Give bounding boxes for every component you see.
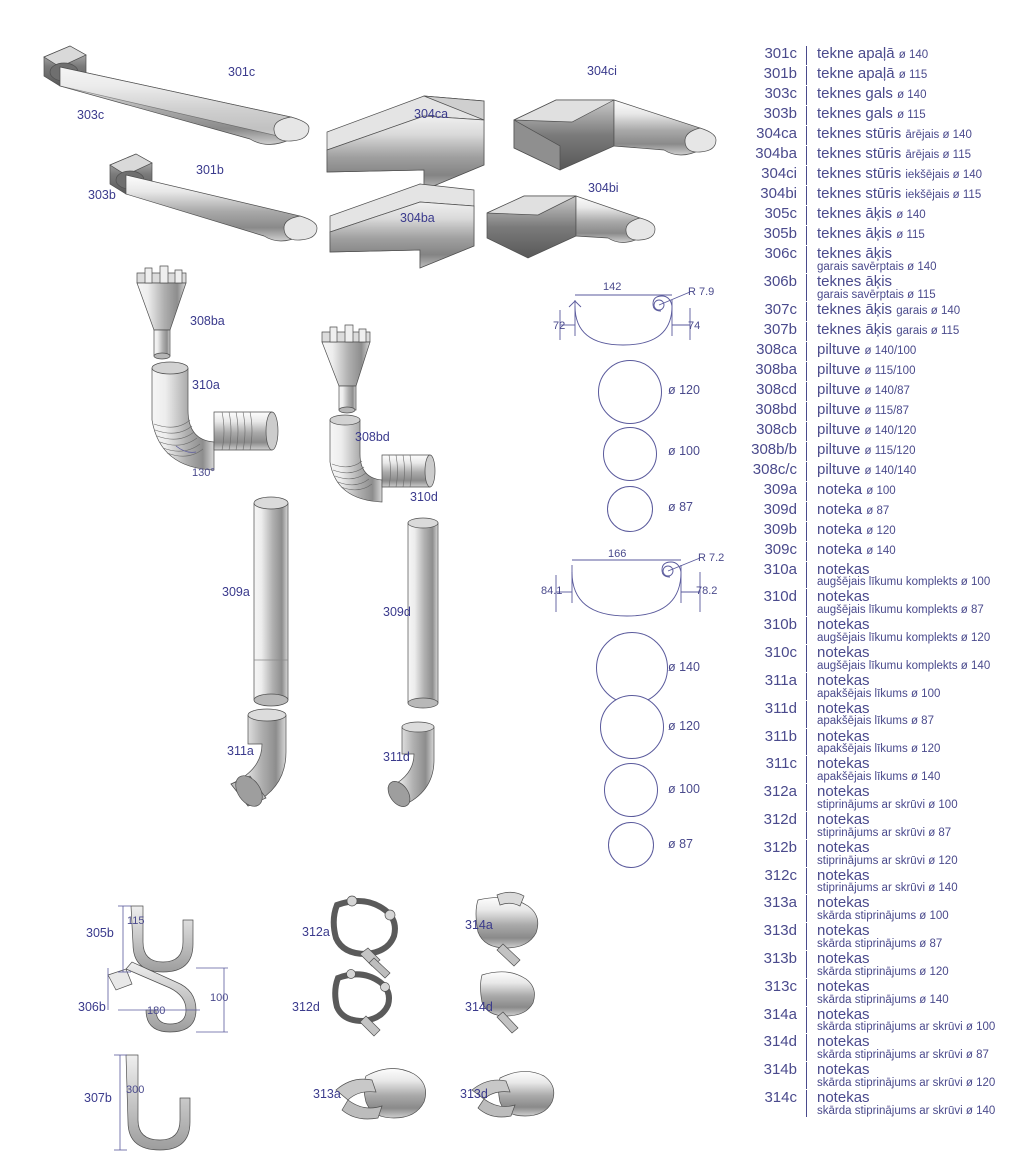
legend-row[interactable] <box>735 66 1033 85</box>
legend-row[interactable] <box>735 542 1033 561</box>
legend-code: 307b <box>763 320 797 338</box>
legend-code: 308b/b <box>751 440 797 458</box>
circle-d100-bottom <box>604 763 658 817</box>
callout-313d: 313d <box>460 1087 488 1101</box>
callout-310a: 310a <box>192 378 220 392</box>
callout-304ca: 304ca <box>414 107 449 121</box>
legend-label <box>807 645 1033 661</box>
legend-row[interactable] <box>735 462 1033 481</box>
circle-d87-top <box>607 486 653 532</box>
circle-label-d120-bottom: ø 120 <box>668 719 700 733</box>
legend-label <box>807 979 1033 995</box>
legend-label <box>807 673 1033 689</box>
legend-row[interactable] <box>735 1062 1033 1089</box>
legend-code: 305b <box>763 225 797 242</box>
circle-label-d140-bottom: ø 140 <box>668 660 700 674</box>
legend-label <box>807 422 1033 438</box>
legend-label <box>807 206 1033 222</box>
legend-row[interactable] <box>735 840 1033 867</box>
callout-309a: 309a <box>222 585 250 599</box>
legend-label <box>807 951 1033 967</box>
legend-label-main: noteka <box>817 520 863 538</box>
legend-row[interactable] <box>735 362 1033 381</box>
legend-row[interactable] <box>735 812 1033 839</box>
callout-306b: 306b <box>78 1000 106 1014</box>
callout-303c: 303c <box>77 108 105 122</box>
legend-label <box>807 923 1033 939</box>
legend-code: 309b <box>763 520 797 538</box>
legend-row[interactable] <box>735 951 1033 978</box>
legend-label-main: teknes stūris <box>817 185 902 202</box>
legend-label-main: teknes āķis <box>817 205 893 222</box>
dim-hook-305b: 115 <box>127 915 145 927</box>
legend-label-main: notekas <box>817 644 870 662</box>
legend-row[interactable] <box>735 868 1033 895</box>
legend-row[interactable] <box>735 502 1033 521</box>
legend-label-main: piltuve <box>817 420 861 438</box>
callout-308bd: 308bd <box>355 430 390 444</box>
dim-142: 142 <box>603 281 622 293</box>
legend-sublabel: augšējais līkumu komplekts ø 100 <box>817 576 991 589</box>
callout-313a: 313a <box>313 1087 341 1101</box>
legend-label <box>807 482 1033 498</box>
legend-label-main: tekne apaļā <box>817 45 895 62</box>
legend-label <box>807 126 1033 142</box>
legend-label-main: notekas <box>817 894 870 912</box>
legend-label-main: notekas <box>817 783 870 801</box>
legend-code: 304ci <box>761 165 797 182</box>
legend-code: 303b <box>763 105 797 122</box>
legend-sublabel: apakšējais līkums ø 100 <box>817 687 941 700</box>
legend-label-size: ø 140 <box>896 209 926 221</box>
legend-label-main: teknes āķis <box>817 272 893 290</box>
legend-label-main: noteka <box>817 540 863 558</box>
legend-label-main: notekas <box>817 616 870 634</box>
legend-sublabel: apakšējais līkums ø 140 <box>817 771 941 784</box>
legend-row[interactable] <box>735 442 1033 461</box>
legend-code: 314c <box>764 1089 797 1107</box>
legend-label <box>807 402 1033 418</box>
legend-label-size: ø 115 <box>897 109 926 121</box>
legend-label-size: iekšējais ø 115 <box>905 189 982 201</box>
dim-74: 74 <box>688 320 701 332</box>
legend-label <box>807 362 1033 378</box>
callout-301b: 301b <box>196 163 224 177</box>
legend-sublabel: garais savērptais ø 115 <box>817 288 936 301</box>
legend-code: 312c <box>764 866 797 884</box>
legend-sublabel: skārda stiprinājums ø 87 <box>817 937 943 950</box>
legend-label <box>807 895 1033 911</box>
legend-label <box>807 166 1033 182</box>
legend-sublabel: stiprinājums ar skrūvi ø 120 <box>817 854 958 867</box>
legend-code: 310a <box>763 560 797 578</box>
legend-label <box>807 186 1033 202</box>
legend-label-size: ø 115 <box>896 229 925 241</box>
dim-72: 72 <box>553 320 566 332</box>
legend-label-size: garais ø 115 <box>896 324 960 337</box>
legend-row[interactable] <box>735 673 1033 700</box>
legend-label-main: teknes āķis <box>817 225 893 242</box>
legend-label-size: ø 87 <box>866 504 890 517</box>
legend-sublabel: skārda stiprinājums ar skrūvi ø 87 <box>817 1049 989 1062</box>
legend-row[interactable] <box>735 729 1033 756</box>
legend-label <box>807 756 1033 772</box>
legend-label-main: notekas <box>817 1005 870 1023</box>
legend-label-main: noteka <box>817 500 863 518</box>
legend-label-size: ø 140/100 <box>864 344 917 357</box>
legend-code: 309a <box>763 480 797 498</box>
legend-code: 308ca <box>756 340 797 358</box>
dim-hook-306b-h: 100 <box>210 992 229 1004</box>
legend-label-main: piltuve <box>817 460 861 478</box>
legend-label-main: notekas <box>817 755 870 773</box>
legend-sublabel: skārda stiprinājums ø 100 <box>817 910 949 923</box>
legend-row[interactable] <box>735 226 1033 245</box>
legend-sublabel: skārda stiprinājums ar skrūvi ø 120 <box>817 1077 996 1089</box>
legend-label <box>807 302 1033 318</box>
legend-label-main: notekas <box>817 866 870 884</box>
legend-code: 308cb <box>756 420 797 438</box>
legend-label-size: ø 140/120 <box>864 424 917 437</box>
legend-code: 312b <box>763 838 797 856</box>
legend-sublabel: apakšējais līkums ø 120 <box>817 743 941 756</box>
legend-label-main: notekas <box>817 810 870 828</box>
legend-sublabel: skārda stiprinājums ø 120 <box>817 965 949 978</box>
legend-code: 314a <box>763 1005 797 1023</box>
legend-code: 312a <box>763 783 797 801</box>
legend-sublabel: stiprinājums ar skrūvi ø 140 <box>817 882 958 895</box>
callout-308ba: 308ba <box>190 314 225 328</box>
parts-legend <box>735 46 1033 1118</box>
legend-code: 311c <box>765 755 797 773</box>
callout-305b: 305b <box>86 926 114 940</box>
legend-label <box>807 322 1033 338</box>
legend-row[interactable] <box>735 701 1033 728</box>
legend-label <box>807 502 1033 518</box>
legend-label-main: teknes gals <box>817 105 893 122</box>
legend-label-main: notekas <box>817 922 870 940</box>
legend-label-main: piltuve <box>817 340 861 358</box>
legend-label <box>807 274 1033 290</box>
legend-code: 304ca <box>756 125 797 142</box>
legend-label <box>807 1034 1033 1050</box>
legend-label-main: teknes āķis <box>817 245 893 262</box>
legend-label <box>807 226 1033 242</box>
legend-label-size: ø 140/87 <box>864 384 910 397</box>
callout-312a: 312a <box>302 925 330 939</box>
dim-hook-306b-w: 180 <box>147 1005 166 1017</box>
circle-label-d87-bottom: ø 87 <box>668 837 694 851</box>
dim-hook-307b: 300 <box>126 1084 145 1096</box>
callout-304ba: 304ba <box>400 211 435 225</box>
legend-label-size: iekšējais ø 140 <box>905 169 983 181</box>
legend-code: 311b <box>764 727 797 745</box>
circle-label-d120-top: ø 120 <box>668 383 700 397</box>
callout-301c: 301c <box>228 65 256 79</box>
legend-label-size: ø 115/120 <box>864 444 916 457</box>
legend-row[interactable] <box>735 342 1033 361</box>
legend-label-main: noteka <box>817 480 863 498</box>
legend-label-main: notekas <box>817 1061 870 1079</box>
legend-code: 304bi <box>760 185 797 202</box>
legend-label <box>807 729 1033 745</box>
legend-label-size: ø 140 <box>898 49 929 61</box>
legend-label <box>807 86 1033 102</box>
legend-code: 309c <box>764 540 797 558</box>
legend-label <box>807 66 1033 82</box>
legend-code: 313d <box>763 922 797 940</box>
legend-label <box>807 246 1033 262</box>
legend-row[interactable] <box>735 895 1033 922</box>
legend-label <box>807 342 1033 358</box>
legend-label-main: notekas <box>817 1089 870 1107</box>
legend-label <box>807 617 1033 633</box>
legend-code: 313a <box>763 894 797 912</box>
legend-sublabel: augšējais līkumu komplekts ø 140 <box>817 659 991 672</box>
circle-d120-bottom <box>600 695 664 759</box>
legend-code: 312d <box>763 810 797 828</box>
legend-label <box>807 1062 1033 1078</box>
legend-code: 308c/c <box>752 460 797 478</box>
callout-307b: 307b <box>84 1091 112 1105</box>
legend-code: 310b <box>763 616 797 634</box>
legend-label-main: notekas <box>817 588 870 606</box>
legend-row[interactable] <box>735 274 1033 301</box>
legend-label-size: ø 140/140 <box>864 464 917 477</box>
legend-label-size: ø 115 <box>898 69 928 81</box>
legend-code: 313c <box>764 977 797 995</box>
legend-row[interactable] <box>735 382 1033 401</box>
legend-row[interactable] <box>735 106 1033 125</box>
legend-code: 301b <box>763 65 797 82</box>
legend-label-main: notekas <box>817 950 870 967</box>
legend-sublabel: garais savērptais ø 140 <box>817 260 937 273</box>
legend-label <box>807 522 1033 538</box>
legend-label <box>807 562 1033 578</box>
circle-d120-top <box>598 360 662 424</box>
callout-314a: 314a <box>465 918 493 932</box>
legend-row[interactable] <box>735 562 1033 589</box>
legend-code: 311d <box>764 699 797 717</box>
legend-label-main: piltuve <box>817 400 861 418</box>
legend-code: 310d <box>763 588 797 606</box>
circle-d100-top <box>603 427 657 481</box>
legend-code: 306b <box>763 272 797 290</box>
legend-label-size: ārējais ø 115 <box>905 149 972 161</box>
legend-row[interactable] <box>735 1007 1033 1034</box>
legend-row[interactable] <box>735 46 1033 65</box>
legend-sublabel: stiprinājums ar skrūvi ø 100 <box>817 798 958 811</box>
legend-label-main: notekas <box>817 1033 870 1051</box>
legend-sublabel: skārda stiprinājums ar skrūvi ø 100 <box>817 1021 996 1034</box>
legend-label <box>807 1007 1033 1023</box>
legend-label <box>807 382 1033 398</box>
legend-code: 313b <box>763 950 797 967</box>
legend-label <box>807 146 1033 162</box>
legend-sublabel: stiprinājums ar skrūvi ø 87 <box>817 826 952 839</box>
legend-row[interactable] <box>735 1090 1033 1117</box>
legend-label-size: ø 120 <box>866 524 896 537</box>
legend-label-main: notekas <box>817 560 870 578</box>
legend-code: 304ba <box>755 145 797 162</box>
legend-label-size: garais ø 140 <box>896 304 961 317</box>
legend-label <box>807 868 1033 884</box>
legend-code: 308cd <box>756 380 797 398</box>
legend-label-size: ø 115/87 <box>864 404 910 417</box>
legend-row[interactable] <box>735 186 1033 205</box>
legend-label-main: notekas <box>817 699 870 717</box>
dim-782: 78.2 <box>696 585 718 597</box>
legend-code: 308bd <box>755 400 797 418</box>
legend-row[interactable] <box>735 522 1033 541</box>
legend-code: 309d <box>763 500 797 518</box>
legend-row[interactable] <box>735 645 1033 672</box>
legend-row[interactable] <box>735 784 1033 811</box>
legend-label-size: ø 115/100 <box>864 364 916 377</box>
dim-166: 166 <box>608 548 627 560</box>
circle-label-d100-bottom: ø 100 <box>668 782 700 796</box>
legend-label <box>807 542 1033 558</box>
legend-row[interactable] <box>735 482 1033 501</box>
legend-label <box>807 462 1033 478</box>
callout-310d: 310d <box>410 490 438 504</box>
legend-label-main: notekas <box>817 977 870 995</box>
dim-841: 84.1 <box>541 585 563 597</box>
legend-row[interactable] <box>735 923 1033 950</box>
legend-label-main: piltuve <box>817 360 861 378</box>
legend-sublabel: skārda stiprinājums ø 140 <box>817 993 949 1006</box>
legend-label-main: teknes āķis <box>817 320 893 338</box>
legend-label <box>807 701 1033 717</box>
legend-row[interactable] <box>735 617 1033 644</box>
legend-label-size: ø 100 <box>866 484 896 497</box>
legend-label-main: tekne apaļā <box>817 65 895 82</box>
dim-r79: R 7.9 <box>688 286 715 298</box>
legend-code: 310c <box>764 644 797 662</box>
legend-row[interactable] <box>735 1034 1033 1061</box>
circle-label-d87-top: ø 87 <box>668 500 694 514</box>
callout-309d: 309d <box>383 605 411 619</box>
circle-label-d100-top: ø 100 <box>668 444 700 458</box>
circle-d87-bottom <box>608 822 654 868</box>
callout-314d: 314d <box>465 1000 493 1014</box>
legend-row[interactable] <box>735 206 1033 225</box>
legend-row[interactable] <box>735 86 1033 105</box>
legend-row[interactable] <box>735 979 1033 1006</box>
legend-label-main: teknes āķis <box>817 300 893 318</box>
callout-304bi: 304bi <box>588 181 619 195</box>
legend-row[interactable] <box>735 146 1033 165</box>
legend-code: 306c <box>764 245 797 262</box>
legend-sublabel: apakšējais līkums ø 87 <box>817 715 934 728</box>
legend-label <box>807 442 1033 458</box>
legend-code: 308ba <box>755 360 797 378</box>
legend-label <box>807 840 1033 856</box>
legend-label-size: ø 140 <box>866 544 896 557</box>
legend-code: 314d <box>763 1033 797 1051</box>
legend-sublabel: skārda stiprinājums ar skrūvi ø 140 <box>817 1104 996 1117</box>
legend-label-size: ø 140 <box>897 89 927 101</box>
legend-label-main: teknes stūris <box>817 145 902 162</box>
legend-code: 314b <box>763 1061 797 1079</box>
legend-code: 303c <box>764 85 797 102</box>
legend-row[interactable] <box>735 322 1033 341</box>
callout-312d: 312d <box>292 1000 320 1014</box>
legend-row[interactable] <box>735 422 1033 441</box>
callout-311d: 311d <box>383 750 410 764</box>
legend-label <box>807 589 1033 605</box>
dim-angle-130: 130° <box>192 467 215 479</box>
legend-label-main: notekas <box>817 838 870 856</box>
legend-label-main: piltuve <box>817 440 861 458</box>
legend-sublabel: augšējais līkumu komplekts ø 87 <box>817 604 984 617</box>
callout-304ci: 304ci <box>587 64 617 78</box>
legend-sublabel: augšējais līkumu komplekts ø 120 <box>817 632 991 644</box>
legend-row[interactable] <box>735 166 1033 185</box>
legend-row[interactable] <box>735 246 1033 273</box>
legend-row[interactable] <box>735 756 1033 783</box>
legend-row[interactable] <box>735 126 1033 145</box>
callout-303b: 303b <box>88 188 116 202</box>
legend-label-main: notekas <box>817 727 870 745</box>
legend-label-main: teknes stūris <box>817 165 902 182</box>
legend-row[interactable] <box>735 589 1033 616</box>
legend-label <box>807 46 1033 62</box>
legend-label <box>807 784 1033 800</box>
legend-code: 307c <box>764 300 797 318</box>
legend-row[interactable] <box>735 302 1033 321</box>
legend-label-main: piltuve <box>817 380 861 398</box>
legend-label <box>807 106 1033 122</box>
legend-label-main: teknes stūris <box>817 125 902 142</box>
legend-code: 301c <box>764 45 797 62</box>
legend-code: 311a <box>764 671 797 689</box>
circle-d140-bottom <box>596 632 668 704</box>
legend-label <box>807 1090 1033 1106</box>
legend-row[interactable] <box>735 402 1033 421</box>
legend-label-size: ārējais ø 140 <box>905 129 972 141</box>
legend-label <box>807 812 1033 828</box>
dim-r72: R 7.2 <box>698 552 725 564</box>
callout-311a: 311a <box>227 744 254 758</box>
legend-code: 305c <box>764 205 797 222</box>
legend-label-main: notekas <box>817 671 870 689</box>
legend-label-main: teknes gals <box>817 85 893 102</box>
